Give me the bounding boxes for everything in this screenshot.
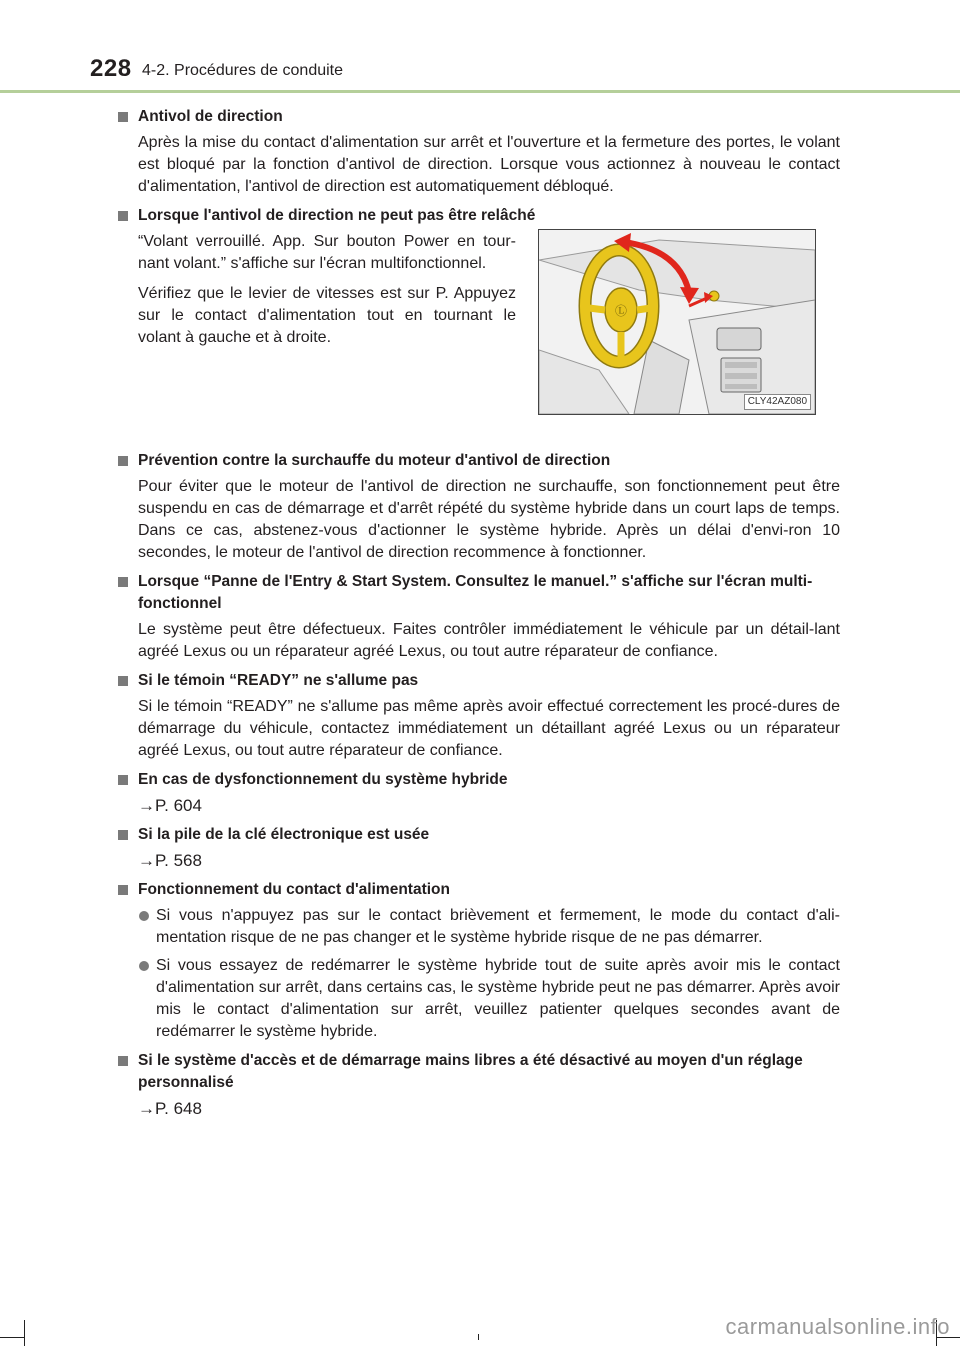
figure-text-column <box>138 231 516 357</box>
square-bullet-icon <box>118 1056 128 1066</box>
section-title <box>116 450 840 472</box>
crop-mark <box>0 1337 24 1338</box>
section-title-text: En cas de dysfonctionnement du système hybride <box>138 771 508 788</box>
square-bullet-icon <box>118 112 128 122</box>
page-reference: →P. 604 <box>138 796 202 815</box>
section-text: Le système peut être défectueux. Faites contrôler immédiatement le véhicule par un détail-lant agréé Lexus ou un réparateur agréé Lexus, ou tout autre réparateur de confiance. <box>138 621 840 660</box>
section-smart-access-disabled <box>116 1050 840 1120</box>
round-bullet-icon <box>139 961 149 971</box>
section-title <box>116 106 840 128</box>
square-bullet-icon <box>118 456 128 466</box>
figure-code: CLY42AZ080 <box>744 394 811 410</box>
round-bullet-icon <box>139 911 149 921</box>
square-bullet-icon <box>118 211 128 221</box>
steering-wheel-drawing <box>539 230 815 414</box>
section-power-switch-operation <box>116 879 840 1043</box>
steering-wheel-illustration <box>538 229 816 415</box>
section-title-text: Si la pile de la clé électronique est usée <box>138 826 430 843</box>
svg-text:Ⓛ: Ⓛ <box>614 304 628 318</box>
section-title <box>116 1050 840 1094</box>
section-title-text: Prévention contre la surchauffe du moteur d'antivol de direction <box>138 452 611 469</box>
header-rule <box>0 90 960 93</box>
chapter-title: 4-2. Procédures de conduite <box>142 62 344 79</box>
section-title <box>116 205 840 227</box>
main-content <box>116 106 840 1127</box>
warning-message-text: “Volant verrouillé. App. Sur bouton Power en tour-nant volant.” s'affiche sur l'écran multifonctionnel. <box>138 233 516 272</box>
section-title-text: Si le système d'accès et de démarrage mains libres a été désactivé au moyen d'un réglage personnalisé <box>138 1052 803 1091</box>
section-title-text: Lorsque l'antivol de direction ne peut pas être relâché <box>138 207 536 224</box>
section-title <box>116 824 840 846</box>
crop-mark <box>478 1334 479 1340</box>
section-steering-lock <box>116 106 840 198</box>
crop-mark <box>24 1320 25 1346</box>
section-title <box>116 571 840 615</box>
list-item <box>116 955 840 1043</box>
section-title-text: Fonctionnement du contact d'alimentation <box>138 881 450 898</box>
section-text: Pour éviter que le moteur de l'antivol de direction ne surchauffe, son fonctionnement peut être suspendu en cas de démarrage et d'arrêt répété du système hybride dans un court laps de temps. Dans ce cas, abstenez-vous d'actionner le système hybride. Après un délai d'envi-ron 10 secondes, le moteur de l'antivol de direction recommence à fonctionner. <box>138 478 840 561</box>
watermark: carmanualsonline.info <box>725 1314 950 1339</box>
section-key-battery <box>116 824 840 872</box>
section-hybrid-malfunction <box>116 769 840 817</box>
section-text: Si le témoin “READY” ne s'allume pas même après avoir effectué correctement les procé-dures de démarrage du véhicule, contactez immédiatement un détaillant agréé Lexus ou un réparateur agréé Lexus, ou tout autre réparateur de confiance. <box>138 698 840 759</box>
square-bullet-icon <box>118 775 128 785</box>
instruction-text: Vérifiez que le levier de vitesses est sur P. Appuyez sur le contact d'alimentation tout en tournant le volant à gauche et à droite. <box>138 285 516 346</box>
section-title-text: Antivol de direction <box>138 108 283 125</box>
section-ready-indicator <box>116 670 840 762</box>
square-bullet-icon <box>118 830 128 840</box>
list-item <box>116 905 840 949</box>
square-bullet-icon <box>118 676 128 686</box>
page-number: 228 <box>90 55 132 82</box>
section-title-text: Lorsque “Panne de l'Entry & Start System. Consultez le manuel.” s'affiche sur l'écran multi-fonctionnel <box>138 573 813 612</box>
square-bullet-icon <box>118 885 128 895</box>
square-bullet-icon <box>118 577 128 587</box>
text-with-figure <box>116 231 840 443</box>
section-lock-not-released <box>116 205 840 443</box>
page-header <box>0 0 960 96</box>
section-title <box>116 769 840 791</box>
list-item-text: Si vous n'appuyez pas sur le contact brièvement et fermement, le mode du contact d'ali-mentation risque de ne pas changer et le système hybride risque de ne pas démarrer. <box>156 907 840 946</box>
section-motor-overheat <box>116 450 840 564</box>
section-text: Après la mise du contact d'alimentation sur arrêt et l'ouverture et la fermeture des portes, le volant est bloqué par la fonction d'antivol de direction. Lorsque vous actionnez à nouveau le contact d'alimentation, l'antivol de direction est automatiquement débloqué. <box>138 134 840 195</box>
section-title <box>116 879 840 901</box>
section-title <box>116 670 840 692</box>
list-item-text: Si vous essayez de redémarrer le système hybride tout de suite après avoir mis le contact d'alimentation sur arrêt, dans certains cas, le système hybride peut ne pas démarrer. Après avoir mis le contact d'alimentation sur arrêt, veuillez patienter quelques secondes avant de redémarrer le système hybride. <box>156 957 840 1040</box>
page-reference: →P. 648 <box>138 1099 202 1118</box>
section-entry-start-failure <box>116 571 840 663</box>
page-reference: →P. 568 <box>138 851 202 870</box>
section-title-text: Si le témoin “READY” ne s'allume pas <box>138 672 419 689</box>
